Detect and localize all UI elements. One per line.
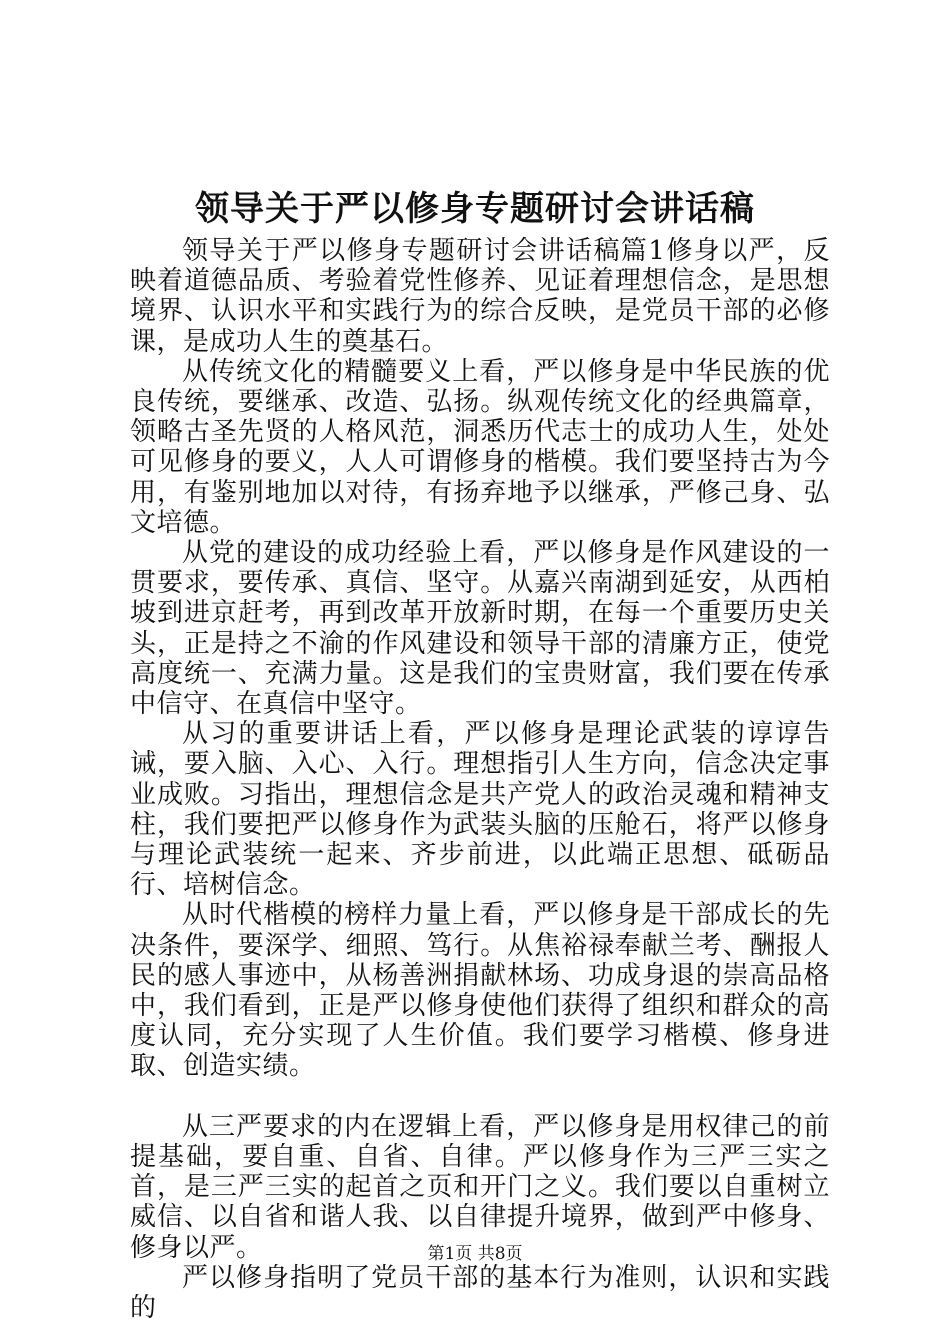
paragraph: 从党的建设的成功经验上看，严以修身是作风建设的一贯要求，要传承、真信、坚守。从嘉兴南湖到延安，从西柏坡到进京赶考，再到改革开放新时期，在每一个重要历史关头，正是持之不渝的作风建设和领导干部的清廉方正，使党高度统一、充满力量。这是我们的宝贵财富，我们要在传承中信守、在真信中坚守。 xyxy=(130,538,830,720)
paragraph: 从时代楷模的榜样力量上看，严以修身是干部成长的先决条件，要深学、细照、笃行。从焦裕禄奉献兰考、酬报人民的感人事迹中，从杨善洲捐献林场、功成身退的崇高品格中，我们看到，正是严以修身使他们获得了组织和群众的高度认同，充分实现了人生价值。我们要学习楷模、修身进取、创造实绩。 xyxy=(130,900,830,1082)
paragraph: 从传统文化的精髓要义上看，严以修身是中华民族的优良传统，要继承、改造、弘扬。纵观传统文化的经典篇章，领略古圣先贤的人格风范，洞悉历代志士的成功人生，处处可见修身的要义，人人可谓修身的楷模。我们要坚持古为今用，有鉴别地加以对待，有扬弃地予以继承，严修己身、弘文培德。 xyxy=(130,356,830,538)
paragraph: 严以修身指明了党员干部的基本行为准则，认识和实践的 xyxy=(130,1262,830,1323)
paragraph: 从三严要求的内在逻辑上看，严以修身是用权律己的前提基础，要自重、自省、自律。严以修身作为三严三实之首，是三严三实的起首之页和开门之义。我们要以自重树立威信、以自省和谐人我、以自律提升境界，做到严中修身、修身以严。 xyxy=(130,1111,830,1263)
paragraph: 从习的重要讲话上看，严以修身是理论武装的谆谆告诫，要入脑、入心、入行。理想指引人生方向，信念决定事业成败。习指出，理想信念是共产党人的政治灵魂和精神支柱，我们要把严以修身作为武装头脑的压舱石，将严以修身与理论武装统一起来、齐步前进，以此端正思想、砥砺品行、培树信念。 xyxy=(130,719,830,901)
document-body xyxy=(130,236,830,1323)
document-title: 领导关于严以修身专题研讨会讲话稿 xyxy=(195,189,755,229)
paragraph: 领导关于严以修身专题研讨会讲话稿篇1修身以严，反映着道德品质、考验着党性修养、见证着理想信念，是思想境界、认识水平和实践行为的综合反映，是党员干部的必修课，是成功人生的奠基石。 xyxy=(130,236,830,357)
page-footer: 第1页 共8页 xyxy=(427,1244,523,1264)
